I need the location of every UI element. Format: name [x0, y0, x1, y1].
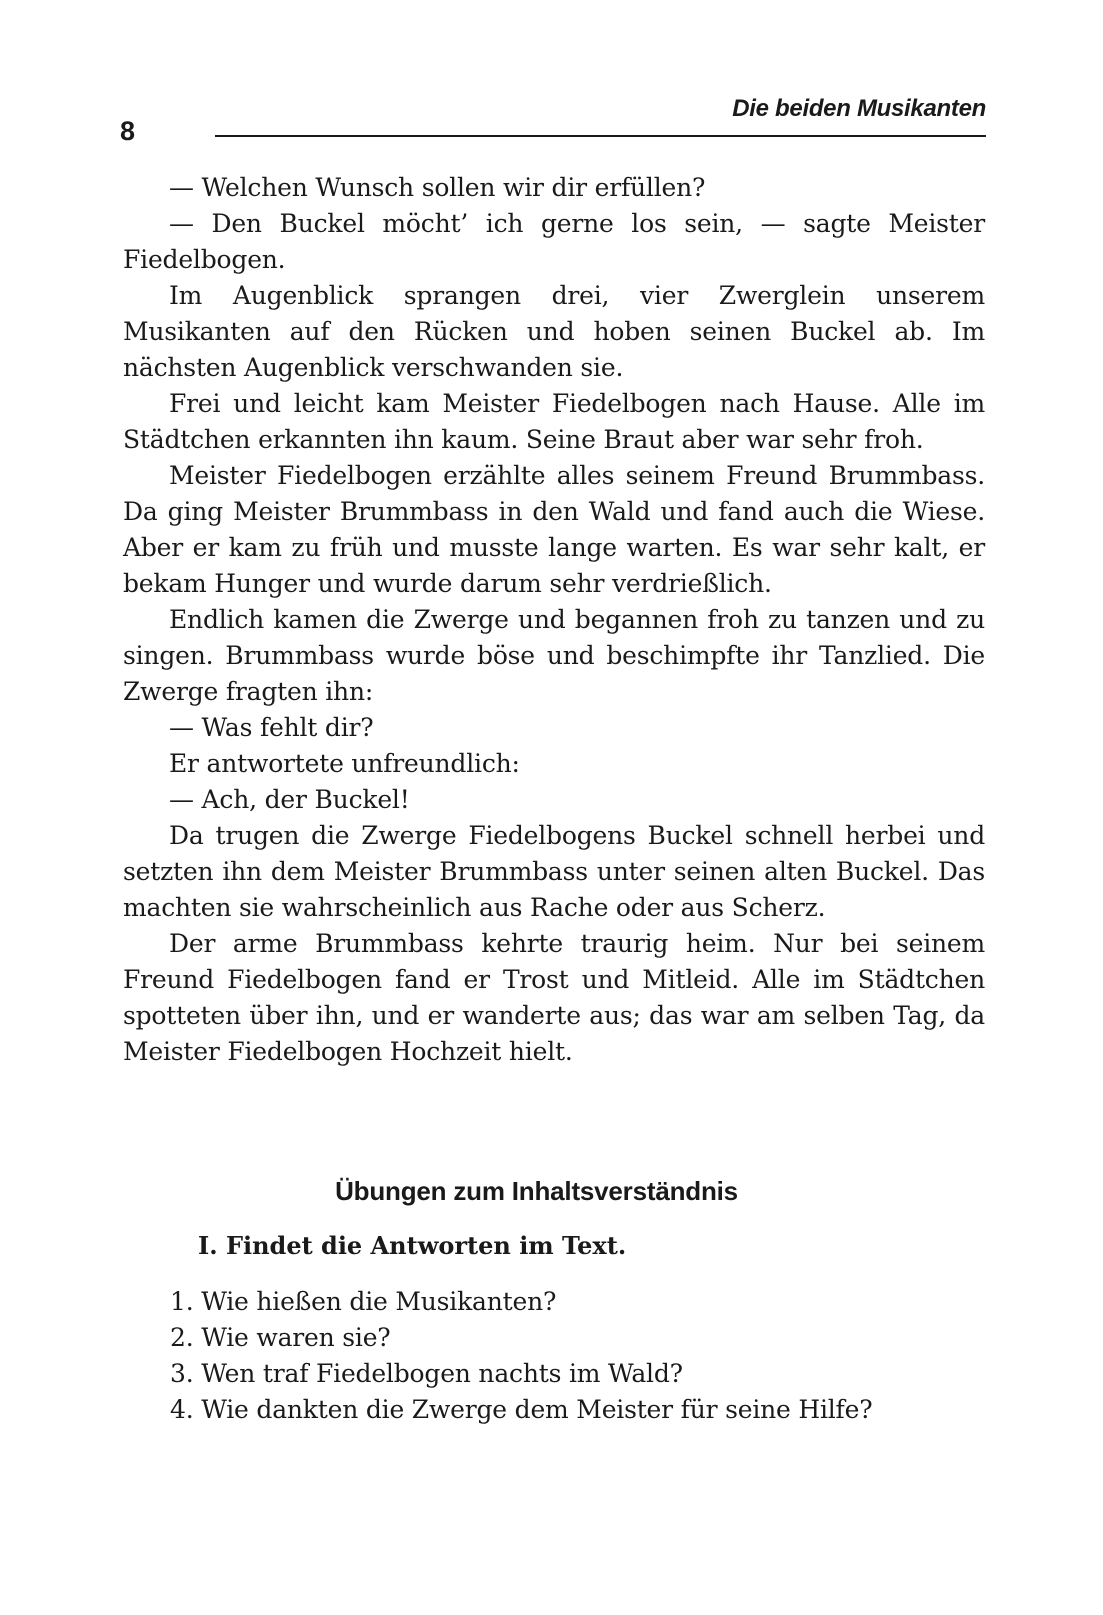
story-text: [123, 170, 985, 1070]
story-paragraph: Er antwortete unfreundlich:: [169, 749, 520, 778]
story-paragraph: Im Augenblick sprangen drei, vier Zwerglein unserem Musikanten auf den Rücken und hoben seinen Buckel ab. Im nächsten Augenblick verschwanden sie.: [123, 281, 985, 382]
story-paragraph: Der arme Brummbass kehrte traurig heim. Nur bei seinem Freund Fiedelbogen fand er Trost und Mitleid. Alle im Städtchen spotteten über ihn, und er wanderte aus; das war am selben Tag, da Meister Fiedelbogen Hochzeit hielt.: [123, 929, 985, 1066]
story-paragraph: — Welchen Wunsch sollen wir dir erfüllen?: [169, 173, 706, 202]
question-item: 4. Wie dankten die Zwerge dem Meister für seine Hilfe?: [170, 1395, 873, 1424]
question-item: 2. Wie waren sie?: [170, 1323, 391, 1352]
story-paragraph: Endlich kamen die Zwerge und begannen froh zu tanzen und zu singen. Brummbass wurde böse und beschimpfte ihr Tanzlied. Die Zwerge fragten ihn:: [123, 605, 985, 706]
header-rule: [215, 135, 986, 137]
story-paragraph: Frei und leicht kam Meister Fiedelbogen nach Hause. Alle im Städtchen erkannten ihn kaum. Seine Braut aber war sehr froh.: [123, 389, 985, 454]
question-item: 1. Wie hießen die Musikanten?: [170, 1287, 557, 1316]
story-paragraph: Meister Fiedelbogen erzählte alles seinem Freund Brummbass. Da ging Meister Brummbass in den Wald und fand auch die Wiese. Aber er kam zu früh und musste lange warten. Es war sehr kalt, er bekam Hunger und wurde darum sehr verdrießlich.: [123, 461, 985, 598]
section-heading: Übungen zum Inhaltsverständnis: [335, 1176, 738, 1206]
running-header-title: Die beiden Musikanten: [732, 95, 986, 122]
page-number: 8: [120, 116, 136, 146]
question-list: [170, 1284, 872, 1428]
exercise-title: I. Findet die Antworten im Text.: [198, 1231, 627, 1260]
story-paragraph: — Ach, der Buckel!: [169, 785, 410, 814]
story-paragraph: — Was fehlt dir?: [169, 713, 374, 742]
question-item: 3. Wen traf Fiedelbogen nachts im Wald?: [170, 1359, 683, 1388]
story-paragraph: — Den Buckel möcht’ ich gerne los sein, — sagte Meister Fiedelbogen.: [123, 209, 985, 274]
story-paragraph: Da trugen die Zwerge Fiedelbogens Buckel schnell herbei und setzten ihn dem Meister Brummbass unter seinen alten Buckel. Das machten sie wahrscheinlich aus Rache oder aus Scherz.: [123, 821, 985, 922]
